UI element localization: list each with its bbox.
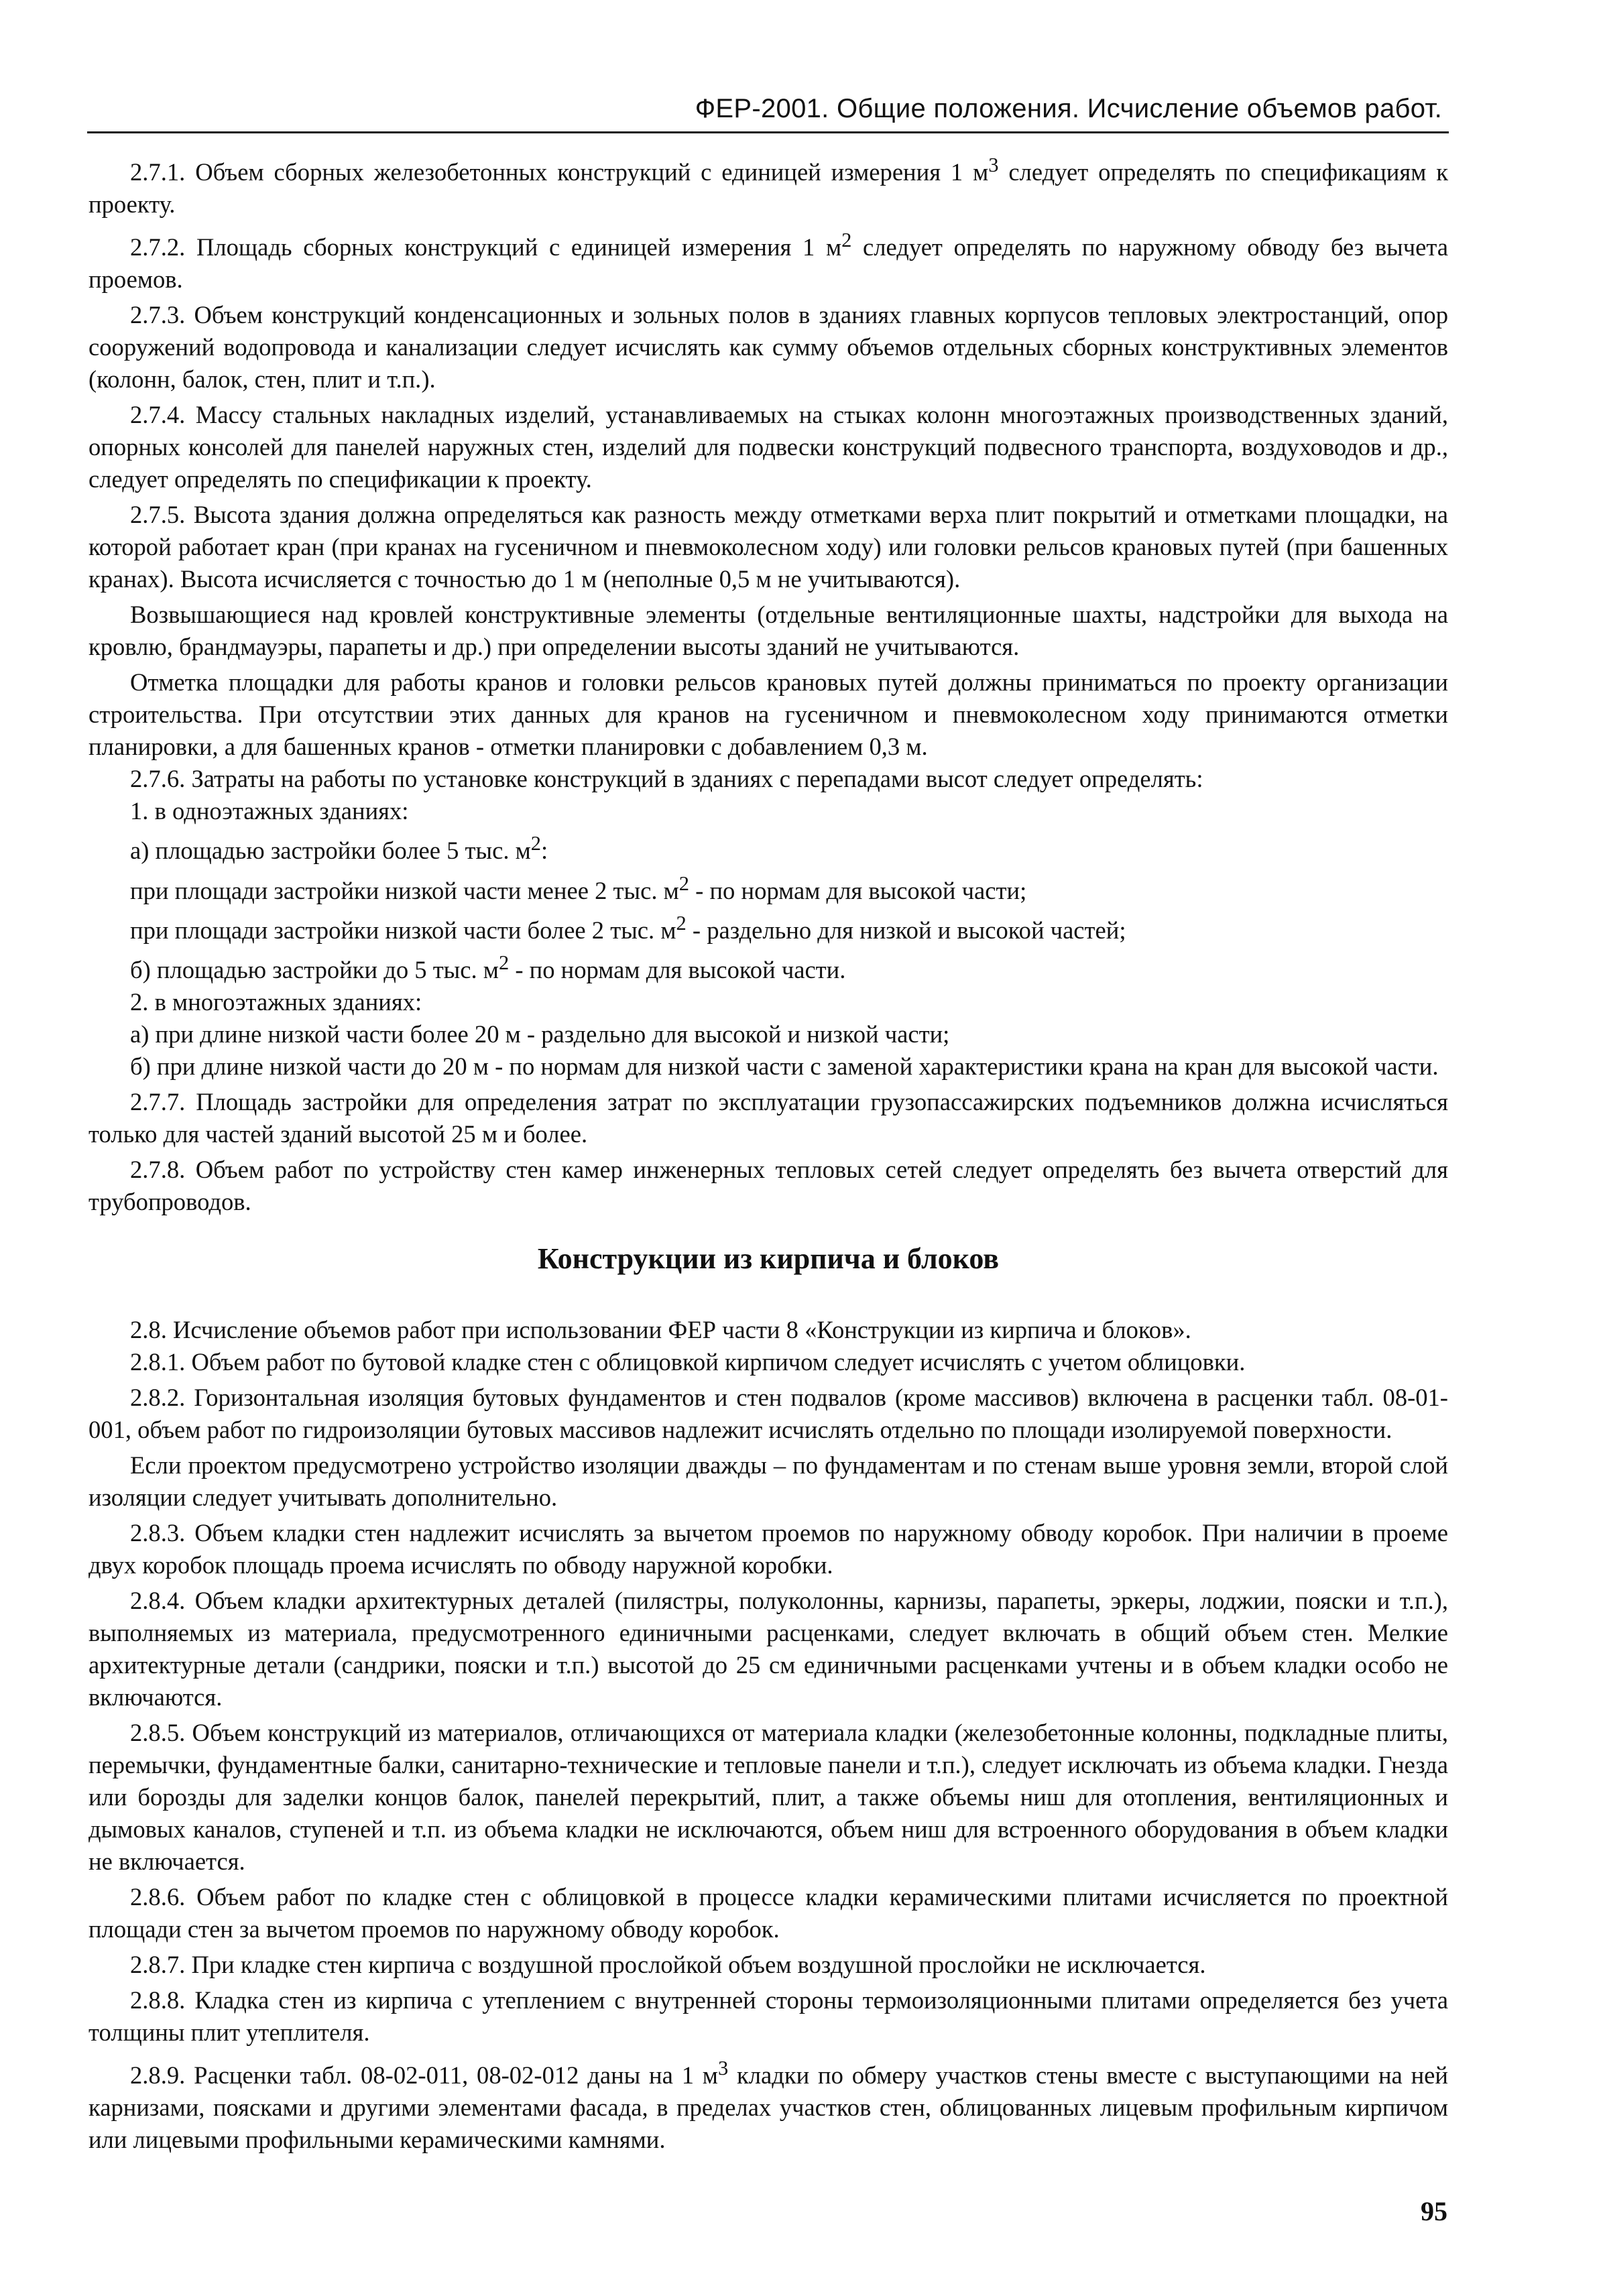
paragraph-roof-elements: Возвышающиеся над кровлей конструктивные элементы (отдельные вентиляционные шахты, надстройки для выхода на кровлю, брандмауэры, парапеты и др.) при определении высоты зданий не учитываются. (88, 601, 1448, 661)
paragraph-2-7-4: 2.7.4. Массу стальных накладных изделий, устанавливаемых на стыках колонн многоэтажных производственных зданий, опорных консолей для панелей наружных стен, изделий для подвески конструкций подвесного транспорта, воздуховодов и др., следует определять по спецификации к проекту. (88, 401, 1448, 493)
paragraph-2-8-5: 2.8.5. Объем конструкций из материалов, отличающихся от материала кладки (железобетонные колонны, подкладные плиты, перемычки, фундаментные балки, санитарно-технические и тепловые панели и т.п.), следует исключать из объема кладки. Гнезда или борозды для заделки концов балок, панелей перекрытий, плит, а также объемы ниш для отопления, вентиляционных и дымовых каналов, ступеней и т.п. из объема кладки не исключаются, объем ниш для встроенного оборудования в объем кладки не включается. (88, 1719, 1448, 1875)
paragraph-2-7-1: 2.7.1. Объем сборных железобетонных конструкций с единицей измерения 1 $м^3$ следует определять по спецификациям к проекту. (88, 154, 1448, 219)
header-rule (87, 131, 1449, 133)
paragraph-double-insulation: Если проектом предусмотрено устройство изоляции дважды – по фундаментам и по стенам выше уровня земли, второй слой изоляции следует учитывать дополнительно. (88, 1451, 1448, 1511)
list-item-single-storey: 1. в одноэтажных зданиях: (130, 797, 409, 825)
paragraph-2-8-2: 2.8.2. Горизонтальная изоляция бутовых фундаментов и стен подвалов (кроме массивов) включена в расценки табл. 08-01-001, объем работ по гидроизоляции бутовых массивов надлежит исчислять отдельно по площади изолируемой поверхности. (88, 1384, 1448, 1443)
section-2-7-body (88, 149, 1448, 1218)
paragraph-2-8-9: 2.8.9. Расценки табл. 08-02-011, 08-02-012 даны на 1 $м^3$ кладки по обмеру участков стены вместе с выступающими на ней карнизами, поясками и другими элементами фасада, в пределах участков стен, облицованных лицевым профильным кирпичом или лицевыми профильными керамическими камнями. (88, 2057, 1448, 2154)
paragraph-2-8: 2.8. Исчисление объемов работ при использовании ФЕР части 8 «Конструкции из кирпича и блоков». (130, 1316, 1191, 1343)
paragraph-2-7-6: 2.7.6. Затраты на работы по установке конструкций в зданиях с перепадами высот следует определять: (130, 765, 1203, 793)
paragraph-2-8-1: 2.8.1. Объем работ по бутовой кладке стен с облицовкой кирпичом следует исчислять с учетом облицовки. (130, 1348, 1246, 1376)
paragraph-2-7-2: 2.7.2. Площадь сборных конструкций с единицей измерения 1 $м^2$ следует определять по наружному обводу без вычета проемов. (88, 229, 1448, 294)
paragraph-2-8-4: 2.8.4. Объем кладки архитектурных деталей (пилястры, полуколонны, карнизы, парапеты, эркеры, лоджии, пояски и т.п.), выполняемых из материала, предусмотренного единичными расценками, следует включать в общий объем стен. Мелкие архитектурные детали (сандрики, пояски и т.п.) высотой до 25 см единичными расценками учтены и в объем кладки особо не включаются. (88, 1587, 1448, 1711)
paragraph-crane-level: Отметка площадки для работы кранов и головки рельсов крановых путей должны приниматься по проекту организации строительства. При отсутствии этих данных для кранов на гусеничном и пневмоколесном ходу принимаются отметки планировки, а для башенных кранов - отметки планировки с добавлением 0,3 м. (88, 668, 1448, 761)
paragraph-2-8-7: 2.8.7. При кладке стен кирпича с воздушной прослойкой объем воздушной прослойки не исключается. (130, 1951, 1206, 1978)
paragraph-2-8-3: 2.8.3. Объем кладки стен надлежит исчислять за вычетом проемов по наружному обводу коробок. При наличии в проеме двух коробок площадь проема исчислять по обводу наружной коробки. (88, 1519, 1448, 1579)
paragraph-2-7-7: 2.7.7. Площадь застройки для определения затрат по эксплуатации грузопассажирских подъемников должна исчисляться только для частей зданий высотой 25 м и более. (88, 1088, 1448, 1148)
paragraph-2-7-3: 2.7.3. Объем конструкций конденсационных и зольных полов в зданиях главных корпусов тепловых электростанций, опор сооружений водопровода и канализации следует исчислять как сумму объемов отдельных сборных конструктивных элементов (колонн, балок, стен, плит и т.п.). (88, 301, 1448, 394)
list-item-length-under-20: б) при длине низкой части до 20 м - по нормам для низкой части с заменой характеристики крана на кран для высокой части. (130, 1052, 1439, 1081)
list-item-length-over-20: а) при длине низкой части более 20 м - раздельно для высокой и низкой части; (130, 1020, 950, 1048)
list-item-area-under-5k: б) площадью застройки до 5 тыс. $м^2$ - по нормам для высокой части. (130, 951, 846, 984)
paragraph-2-8-8: 2.8.8. Кладка стен из кирпича с утеплением с внутренней стороны термоизоляционными плитами определяется без учета толщины плит утеплителя. (88, 1986, 1448, 2046)
section-heading: Конструкции из кирпича и блоков (537, 1242, 1000, 1275)
page-number: 95 (1421, 2196, 1447, 2226)
list-item-multi-storey: 2. в многоэтажных зданиях: (130, 988, 422, 1016)
section-2-8-body (88, 1314, 1448, 2156)
running-header: ФЕР-2001. Общие положения. Исчисление объемов работ. (695, 94, 1442, 123)
paragraph-2-7-5: 2.7.5. Высота здания должна определяться как разность между отметками верха плит покрытий и отметками площадки, на которой работает кран (при кранах на гусеничном и пневмоколесном ходу) или головки рельсов крановых путей (при башенных кранах). Высота исчисляется с точностью до 1 м (неполные 0,5 м не учитываются). (88, 501, 1448, 593)
paragraph-2-7-8: 2.7.8. Объем работ по устройству стен камер инженерных тепловых сетей следует определять без вычета отверстий для трубопроводов. (88, 1156, 1448, 1216)
paragraph-2-8-6: 2.8.6. Объем работ по кладке стен с облицовкой в процессе кладки керамическими плитами исчисляется по проектной площади стен за вычетом проемов по наружному обводу коробок. (88, 1883, 1448, 1943)
list-item-low-part-under-2k: при площади застройки низкой части менее 2 тыс. $м^2$ - по нормам для высокой части; (130, 871, 1027, 904)
list-item-area-over-5k: а) площадью застройки более 5 тыс. $м^2$: (130, 832, 548, 865)
list-item-low-part-over-2k: при площади застройки низкой части более 2 тыс. $м^2$ - раздельно для низкой и высокой частей; (130, 911, 1126, 944)
